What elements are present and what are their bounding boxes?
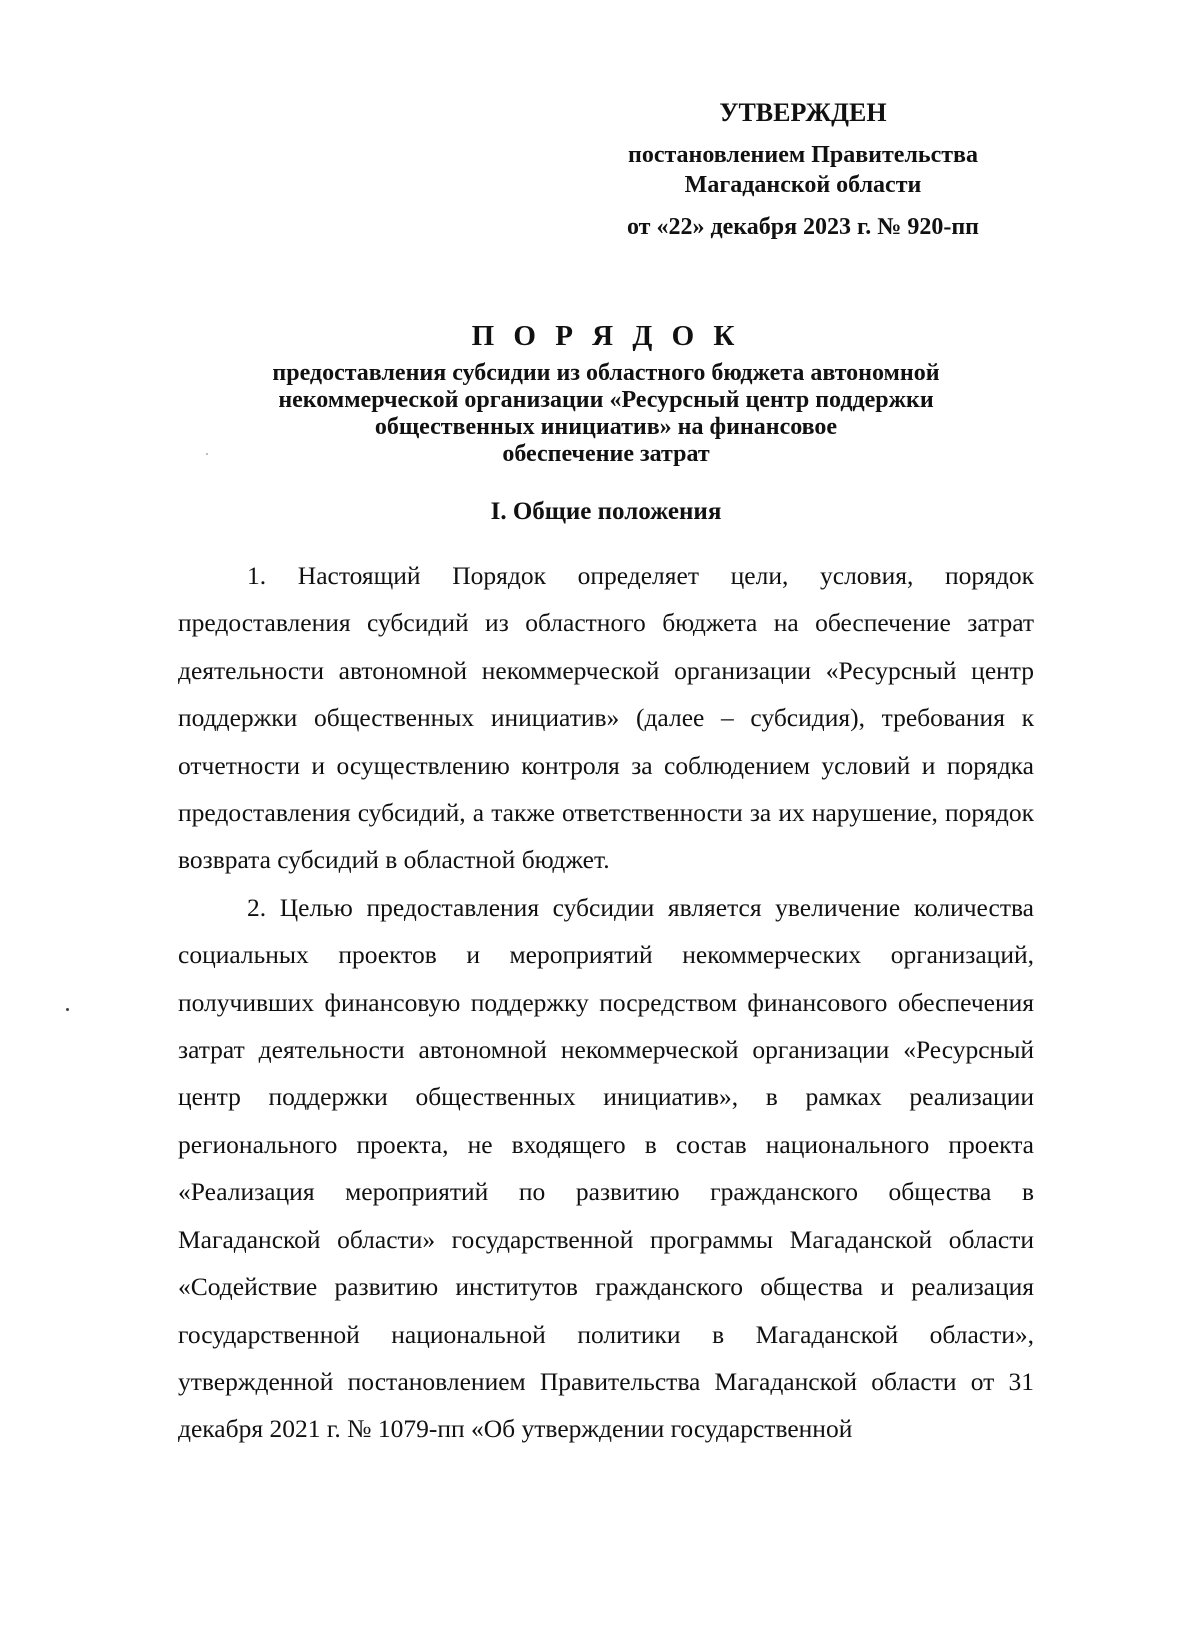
section-heading: I. Общие положения xyxy=(490,498,722,525)
approval-line-1: постановлением Правительства xyxy=(627,142,978,168)
title-subtitle-line: предоставления субсидии из областного бюджета автономной xyxy=(272,360,940,386)
title-subtitle-line: некоммерческой организации «Ресурсный центр поддержки xyxy=(278,387,934,413)
title-subtitle-line: обеспечение затрат xyxy=(502,441,710,467)
document-body xyxy=(178,552,1034,1453)
scan-speck xyxy=(66,1008,69,1011)
scan-speck xyxy=(206,453,208,455)
title-subtitle-line: общественных инициатив» на финансовое xyxy=(374,414,838,440)
title-subtitle xyxy=(180,360,1032,468)
approval-line-2: Магаданской области xyxy=(684,172,922,198)
approval-heading: УТВЕРЖДЕН xyxy=(719,98,887,127)
document-title xyxy=(180,318,1032,468)
paragraph-1: 1. Настоящий Порядок определяет цели, условия, порядок предоставления субсидий из областного бюджета на обеспечение затрат деятельности автономной некоммерческой организации «Ресурсный центр поддержки общественных инициатив» (далее – субсидия), требования к отчетности и осуществлению контроля за соблюдением условий и порядка предоставления субсидий, а также ответственности за их нарушение, порядок возврата субсидий в областной бюджет. xyxy=(178,561,1034,875)
paragraph-2: 2. Целью предоставления субсидии является увеличение количества социальных проектов и мероприятий некоммерческих организаций, получивших финансовую поддержку посредством финансового обеспечения затрат деятельности автономной некоммерческой организации «Ресурсный центр поддержки общественных инициатив», в рамках реализации регионального проекта, не входящего в состав национального проекта «Реализация мероприятий по развитию гражданского общества в Магаданской области» государственной программы Магаданской области «Содействие развитию институтов гражданского общества и реализация государственной национальной политики в Магаданской области», утвержденной постановлением Правительства Магаданской области от 31 декабря 2021 г. № 1079-пп «Об утверждении государственной xyxy=(178,892,1034,1444)
title-main: П О Р Я Д О К xyxy=(471,320,741,352)
approval-date: от «22» декабря 2023 г. № 920-пп xyxy=(626,214,980,240)
approval-stamp xyxy=(586,98,1020,242)
